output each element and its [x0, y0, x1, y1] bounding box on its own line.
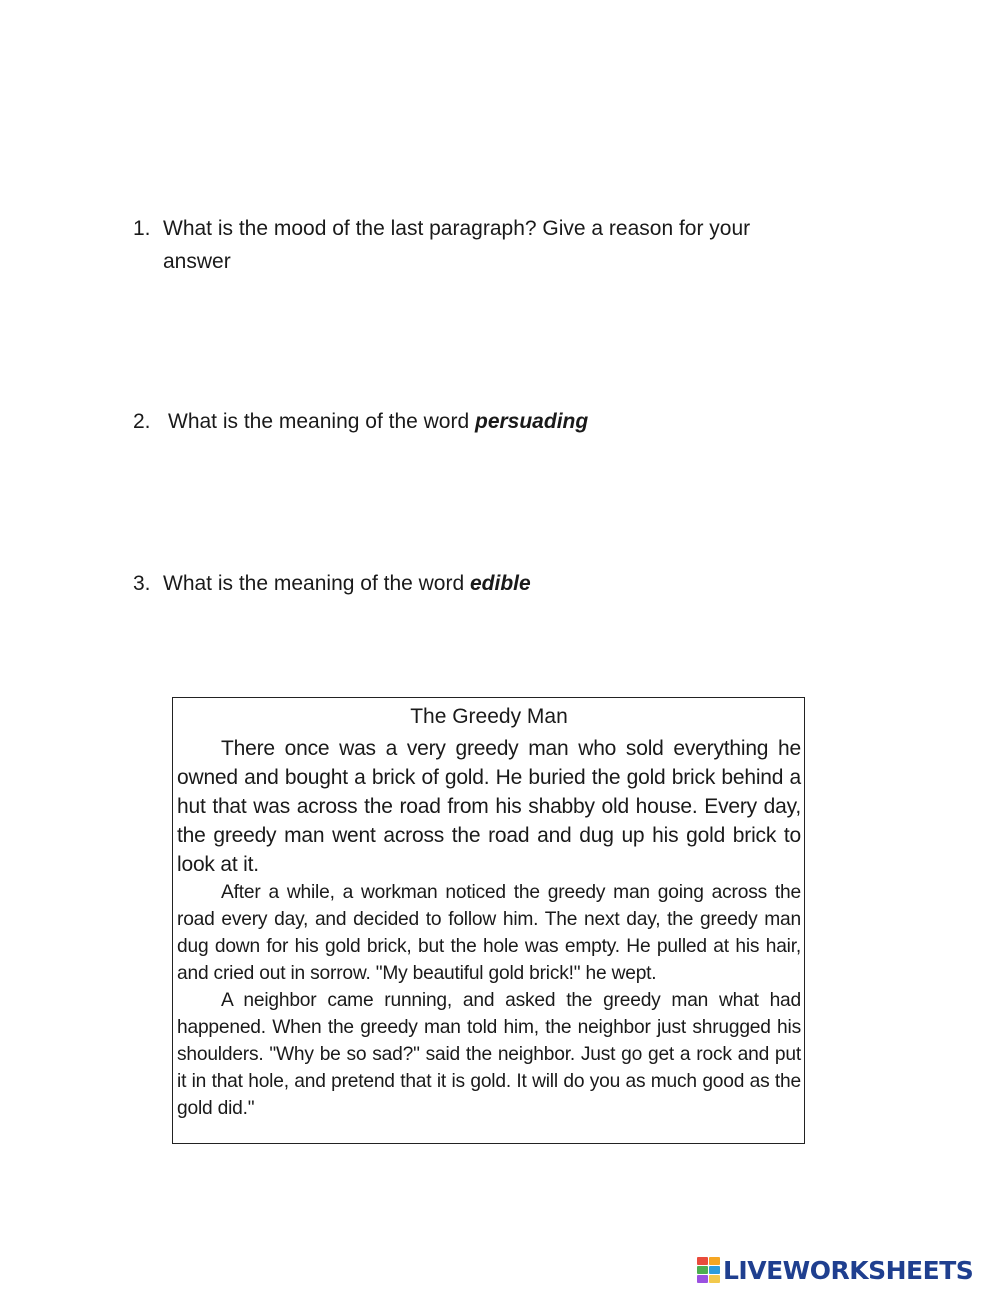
question-keyword: persuading: [475, 410, 589, 433]
liveworksheets-logo: [697, 1254, 973, 1286]
logo-block: [697, 1266, 708, 1274]
question-keyword: edible: [470, 572, 531, 595]
logo-text: LIVEWORKSHEETS: [723, 1255, 974, 1285]
question-number: 2.: [133, 410, 151, 433]
question-3: [133, 567, 813, 600]
question-text: What is the mood of the last paragraph? Give a reason for your answer: [163, 217, 751, 273]
story-paragraph: A neighbor came running, and asked the greedy man what had happened. When the greedy man told him, the neighbor just shrugged his shoulders. "Why be so sad?" said the neighbor. Just go get a rock and put it in that hole, and pretend that it is gold. It will do you as much good as the gold did.": [177, 990, 801, 1119]
question-2: [133, 405, 813, 438]
question-text: What is the meaning of the word: [168, 410, 475, 433]
question-text: What is the meaning of the word: [163, 572, 470, 595]
question-number: 1.: [133, 217, 151, 240]
logo-block: [709, 1266, 720, 1274]
story-paragraph: There once was a very greedy man who sold everything he owned and bought a brick of gold. He buried the gold brick behind a hut that was across the road from his shabby old house. Every day, the greedy man went across the road and dug up his gold brick to look at it.: [177, 737, 801, 876]
story-box: [172, 697, 805, 1144]
logo-block: [697, 1275, 708, 1283]
story-paragraph: After a while, a workman noticed the greedy man going across the road every day, and decided to follow him. The next day, the greedy man dug down for his gold brick, but the hole was empty. He pulled at his hair, and cried out in sorrow. "My beautiful gold brick!" he wept.: [177, 882, 801, 984]
logo-blocks-icon: [697, 1257, 720, 1283]
story-title: The Greedy Man: [410, 705, 568, 728]
question-number: 3.: [133, 572, 151, 595]
logo-block: [709, 1275, 720, 1283]
question-1: [133, 212, 813, 278]
logo-block: [709, 1257, 720, 1265]
logo-block: [697, 1257, 708, 1265]
